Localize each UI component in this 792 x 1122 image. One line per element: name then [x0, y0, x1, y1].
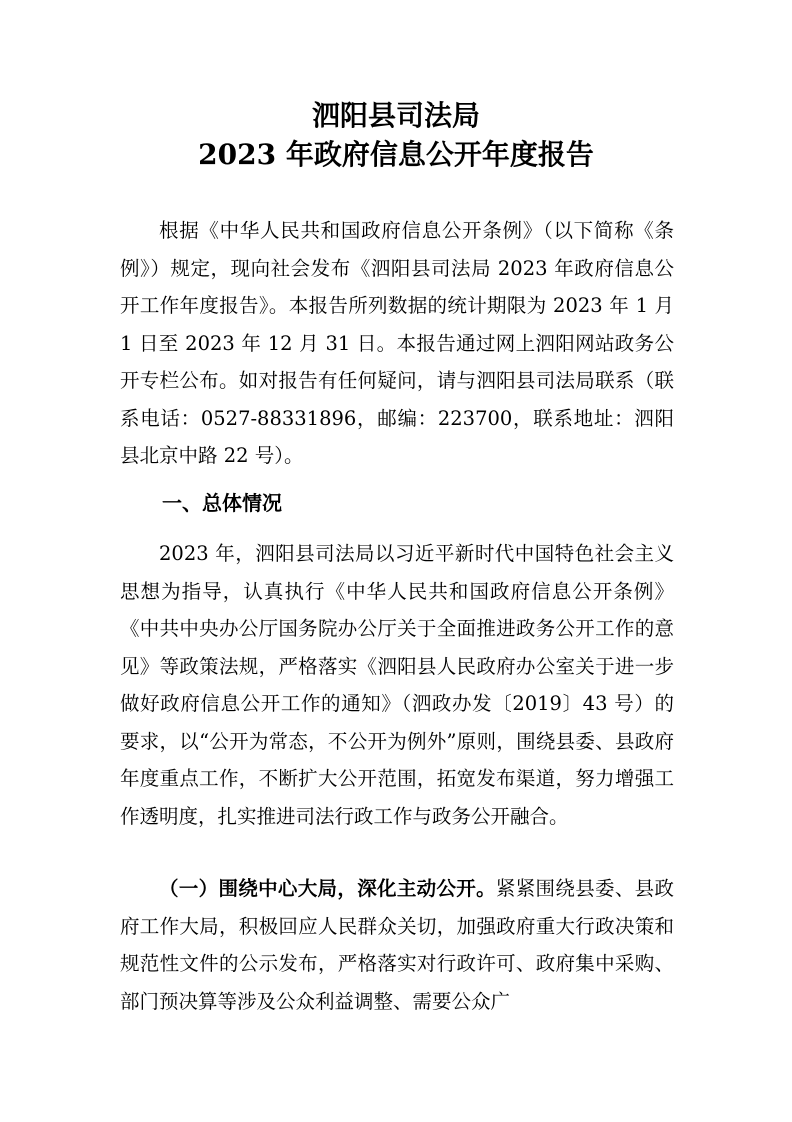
section-heading-overview: 一、总体情况 [162, 491, 282, 515]
overview-paragraph: 2023 年，泗阳县司法局以习近平新时代中国特色社会主义思想为指导，认真执行《中华人民共和国政府信息公开条例》《中共中央办公厅国务院办公厅关于全面推进政务公开工作的意见》等政策法规，严格落实《泗阳县人民政府办公室关于进一步做好政府信息公开工作的通知》（泗政办发〔2019〕43 号）的要求，以“公开为常态，不公开为例外”原则，围绕县委、县政府年度重点工作，不断扩大公开范围，拓宽发布渠道，努力增强工作透明度，扎实推进司法行政工作与政务公开融合。 [120, 542, 674, 828]
document-title-line2: 2023 年政府信息公开年度报告 [198, 138, 594, 171]
subsection-lead: （一）围绕中心大局，深化主动公开。 [159, 877, 496, 900]
subsection-text: 紧紧围绕县委、县政府工作大局，积极回应人民群众关切，加强政府重大行政决策和规范性文件的公示发布，严格落实对行政许可、政府集中采购、部门预决算等涉及公众利益调整、需要公众广 [120, 877, 674, 1013]
document-title-line1: 泗阳县司法局 [311, 99, 480, 132]
intro-paragraph: 根据《中华人民共和国政府信息公开条例》（以下简称《条例》）规定，现向社会发布《泗阳县司法局 2023 年政府信息公开工作年度报告》。本报告所列数据的统计期限为 2023 年 1 月 1 日至 2023 年 12 月 31 日。本报告通过网上泗阳网站政务公开专栏公布。如对报告有任何疑问，请与泗阳县司法局联系（联系电话：0527-88331896，邮编：223700，联系地址：泗阳县北京中路 22 号）。 [120, 219, 674, 467]
subsection-paragraph [120, 870, 674, 1020]
